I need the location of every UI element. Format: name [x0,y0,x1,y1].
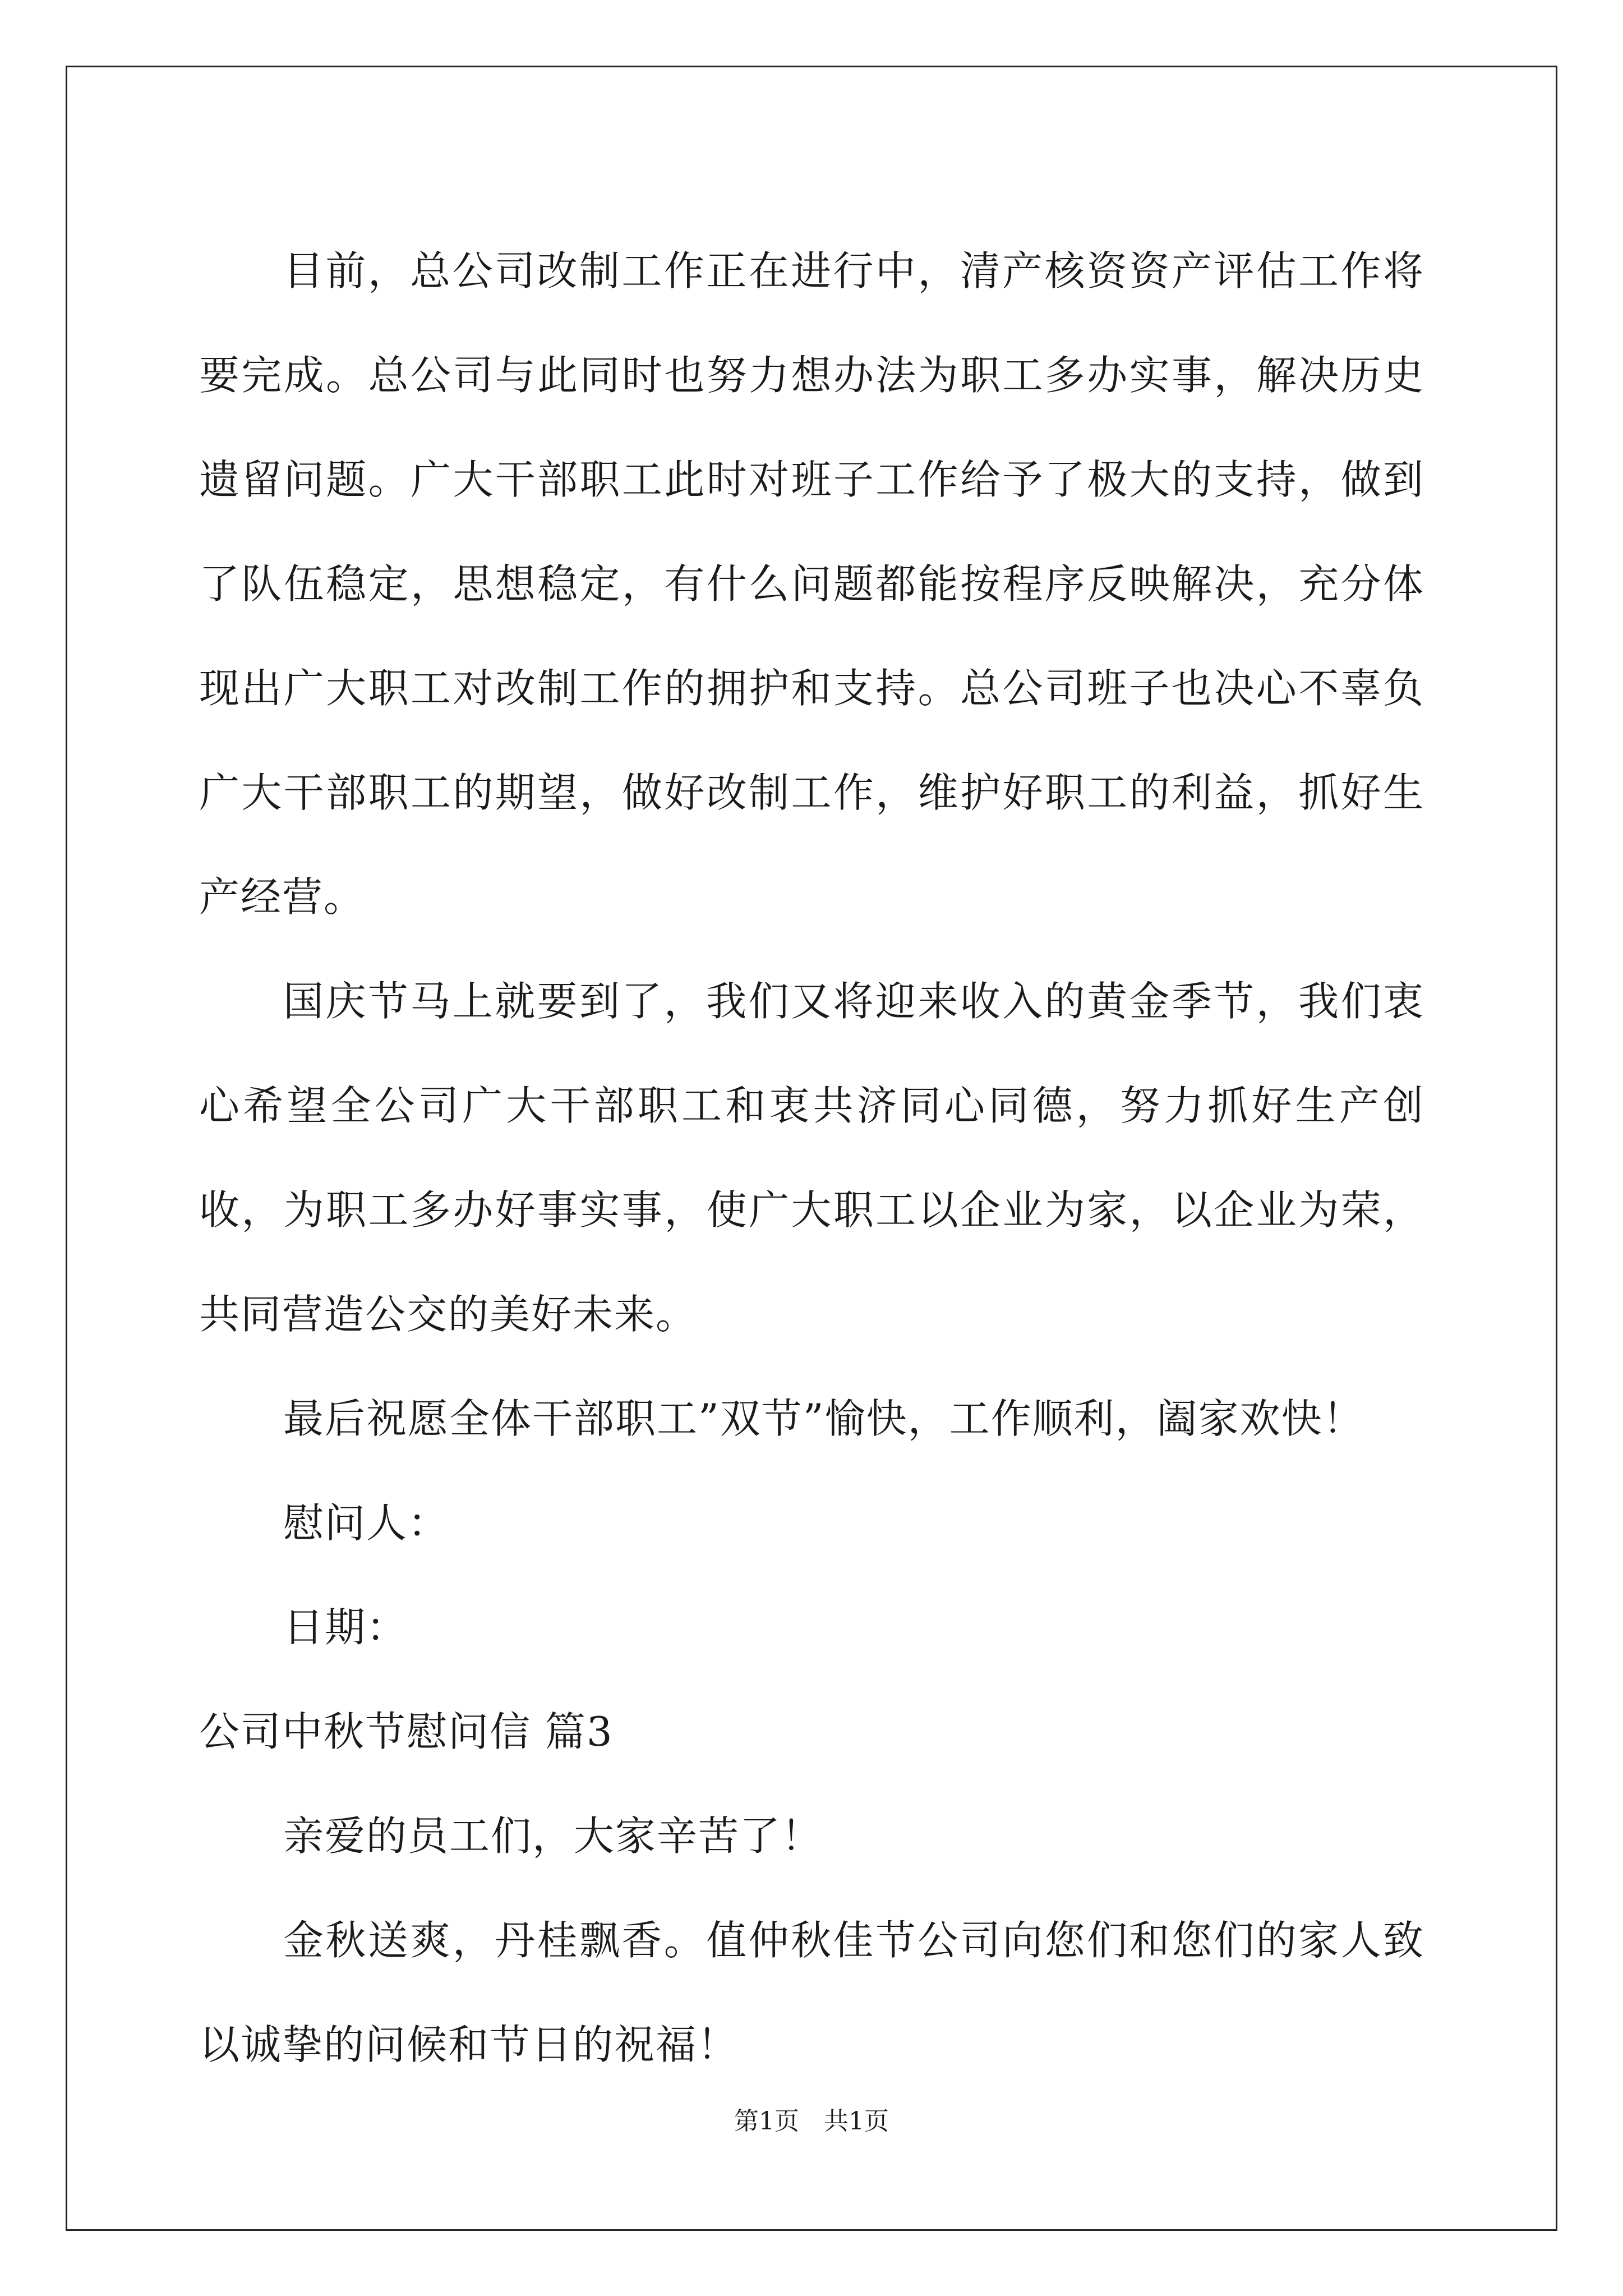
document-body [199,219,1424,2097]
date-label: 日期： [283,1604,408,1651]
paragraph-reform-progress: 目前，总公司改制工作正在进行中，清产核资资产评估工作将要完成。总公司与此同时也努力想办法为职工多办实事，解决历史遗留问题。广大干部职工此时对班子工作给予了极大的支持，做到了队伍稳定，思想稳定，有什么问题都能按程序反映解决，充分体现出广大职工对改制工作的拥护和支持。总公司班子也决心不辜负广大干部职工的期望，做好改制工作，维护好职工的利益，抓好生产经营。 [199,247,1424,921]
paragraph-mid-autumn: 金秋送爽，丹桂飘香。值仲秋佳节公司向您们和您们的家人致以诚挚的问候和节日的祝福！ [199,1917,1424,2068]
paragraph-closing-wishes: 最后祝愿全体干部职工”双节”愉快，工作顺利，阖家欢快！ [283,1395,1364,1442]
greeting-line: 亲爱的员工们，大家辛苦了！ [283,1812,823,1860]
paragraph-national-day: 国庆节马上就要到了，我们又将迎来收入的黄金季节，我们衷心希望全公司广大干部职工和衷共济同心同德，努力抓好生产创收，为职工多办好事实事，使广大职工以企业为家，以企业为荣，共同营造公交的美好未来。 [199,978,1424,1338]
page-footer: 第1页 共1页 [734,2107,889,2136]
sender-label: 慰问人： [283,1499,450,1547]
section-heading: 公司中秋节慰问信 篇3 [199,1708,614,1755]
